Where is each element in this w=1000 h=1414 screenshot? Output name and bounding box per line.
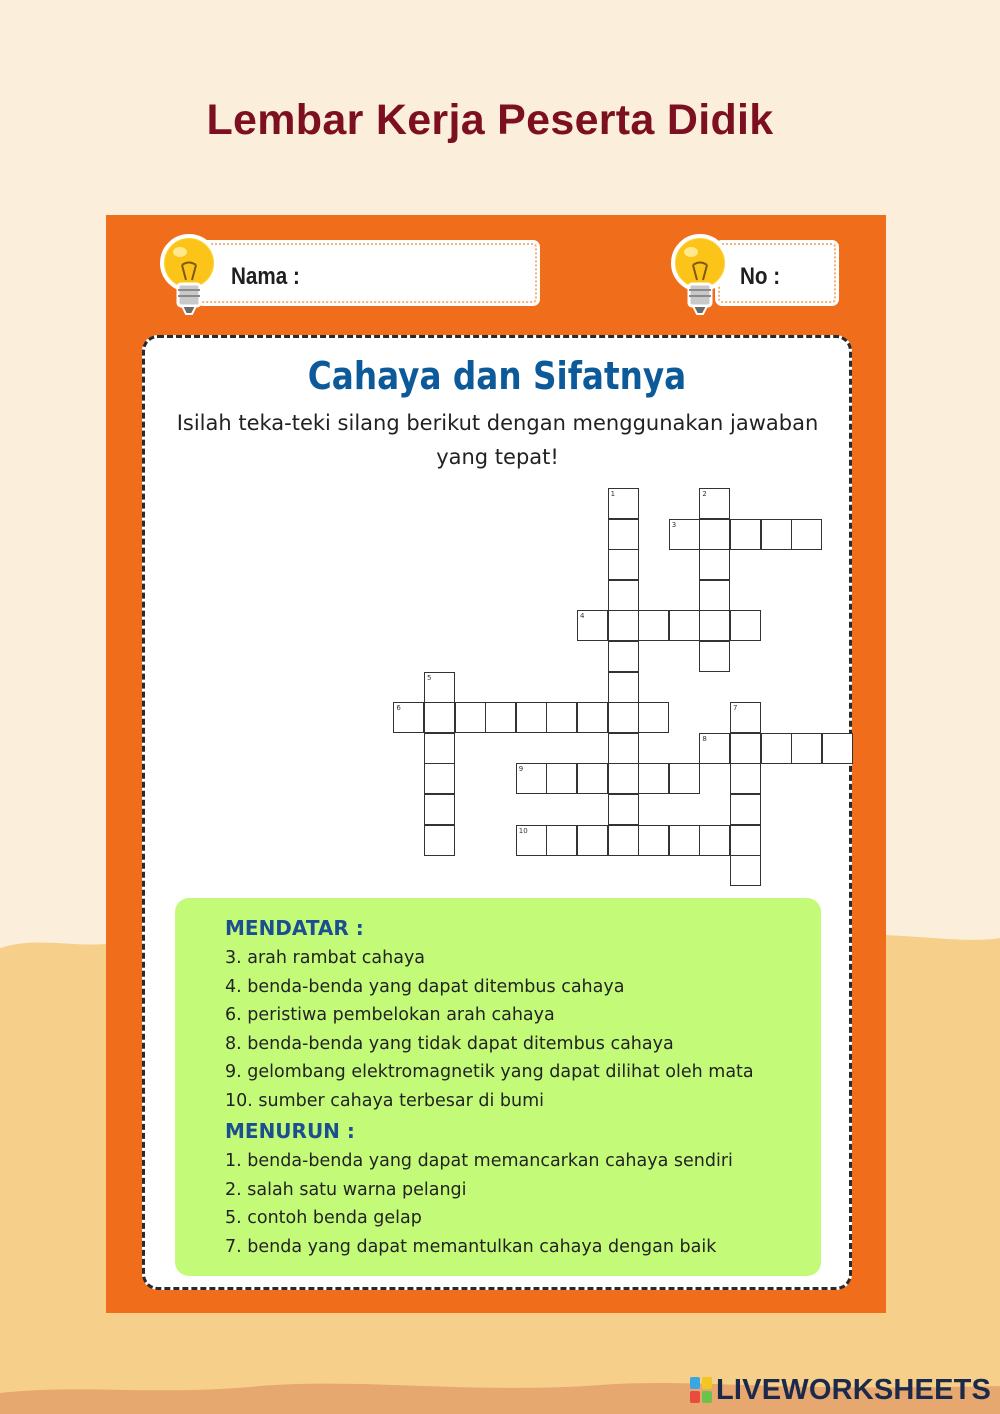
crossword-cell[interactable] [730,855,761,886]
crossword-cell[interactable] [730,825,761,856]
clue-across: 10. sumber cahaya terbesar di bumi [225,1090,545,1111]
worksheet-title: Cahaya dan Sifatnya [307,354,687,398]
page-title: Lembar Kerja Peserta Didik [206,96,774,144]
crossword-cell[interactable] [608,733,639,764]
clue-number: 8 [702,734,707,743]
clue-number: 2 [702,490,707,498]
crossword-cell[interactable] [699,610,730,641]
crossword-cell[interactable] [730,763,761,794]
crossword-cell[interactable] [608,672,639,703]
crossword-cell[interactable] [455,702,486,733]
lightbulb-icon [667,232,733,320]
clue-number: 3 [671,520,677,529]
clue-down: 1. benda-benda yang dapat memancarkan cahaya sendiri [225,1151,733,1171]
crossword-cell[interactable] [608,641,639,672]
crossword-cell[interactable] [699,641,730,672]
crossword-cell[interactable] [577,702,608,733]
crossword-cell[interactable] [730,519,761,550]
crossword-cell[interactable] [577,763,608,794]
crossword-cell[interactable] [608,825,639,856]
crossword-cell[interactable] [699,549,730,580]
crossword-cell[interactable] [424,825,455,856]
clue-across: 6. peristiwa pembelokan arah cahaya [225,1005,555,1025]
crossword-cell[interactable] [699,488,730,519]
crossword-cell[interactable] [546,702,577,733]
down-heading: MENURUN : [225,1119,355,1143]
crossword-cell[interactable] [577,610,608,641]
crossword-cell[interactable] [424,794,455,825]
crossword-cell[interactable] [761,519,792,550]
clue-number: 4 [580,612,585,621]
crossword-cell[interactable] [608,580,639,611]
crossword-cell[interactable] [669,519,700,550]
crossword-cell[interactable] [608,763,639,794]
crossword-cell[interactable] [424,733,455,764]
crossword-cell[interactable] [669,763,700,794]
crossword-cell[interactable] [730,610,761,641]
crossword-cell[interactable] [791,519,822,550]
crossword-cell[interactable] [424,702,455,733]
clue-number: 6 [396,704,401,713]
crossword-cell[interactable] [608,549,639,580]
worksheet-instruction: Isilah teka-teki silang berikut dengan menggunakan jawaban yang tepat! [176,411,819,469]
clue-across: 4. benda-benda yang dapat ditembus cahaya [225,976,625,997]
clue-down: 7. benda yang dapat memantulkan cahaya dengan baik [225,1236,717,1257]
crossword-cell[interactable] [393,702,424,733]
clue-number: 5 [427,673,432,682]
crossword-cell[interactable] [638,702,669,733]
liveworksheets-logo-icon [690,1377,712,1403]
crossword-cell[interactable] [485,702,516,733]
clue-number: 9 [518,765,524,774]
crossword-cell[interactable] [546,825,577,856]
clue-across: 8. benda-benda yang tidak dapat ditembus cahaya [225,1033,674,1054]
crossword-grid [145,338,845,938]
crossword-cell[interactable] [608,702,639,733]
crossword-cell[interactable] [699,733,730,764]
crossword-cell[interactable] [424,672,455,703]
worksheet-sheet [106,215,886,1313]
clue-panel [175,898,821,1276]
crossword-cell[interactable] [669,825,700,856]
number-field[interactable] [718,243,836,303]
crossword-cell[interactable] [669,610,700,641]
name-field[interactable] [199,243,537,303]
liveworksheets-logo[interactable] [690,1372,991,1408]
crossword-cell[interactable] [638,610,669,641]
crossword-cell[interactable] [730,733,761,764]
crossword-cell[interactable] [516,825,547,856]
clue-number: 7 [733,704,738,713]
name-label: Nama : [231,263,300,290]
crossword-cell[interactable] [638,825,669,856]
across-heading: MENDATAR : [225,916,364,940]
lightbulb-icon [156,232,222,320]
crossword-cell[interactable] [608,610,639,641]
crossword-cell[interactable] [577,825,608,856]
crossword-cell[interactable] [516,702,547,733]
worksheet-card [142,335,852,1290]
crossword-cell[interactable] [546,763,577,794]
crossword-cell[interactable] [516,763,547,794]
crossword-cell[interactable] [730,794,761,825]
crossword-cell[interactable] [761,733,792,764]
crossword-cell[interactable] [699,825,730,856]
crossword-cell[interactable] [608,519,639,550]
clue-number: 1 [610,490,616,498]
clue-down: 5. contoh benda gelap [225,1208,422,1228]
crossword-cell[interactable] [699,519,730,550]
clue-across: 9. gelombang elektromagnetik yang dapat dilihat oleh mata [225,1062,754,1082]
clue-down: 2. salah satu warna pelangi [225,1179,467,1200]
crossword-cell[interactable] [638,763,669,794]
crossword-cell[interactable] [424,763,455,794]
crossword-cell[interactable] [822,733,853,764]
crossword-cell[interactable] [608,488,639,519]
crossword-cell[interactable] [730,702,761,733]
crossword-cell[interactable] [608,794,639,825]
clue-across: 3. arah rambat cahaya [225,948,426,968]
no-label: No : [740,263,781,290]
crossword-cell[interactable] [699,580,730,611]
crossword-cell[interactable] [791,733,822,764]
clue-number: 10 [518,826,528,835]
liveworksheets-brand: LIVEWORKSHEETS [716,1373,992,1406]
